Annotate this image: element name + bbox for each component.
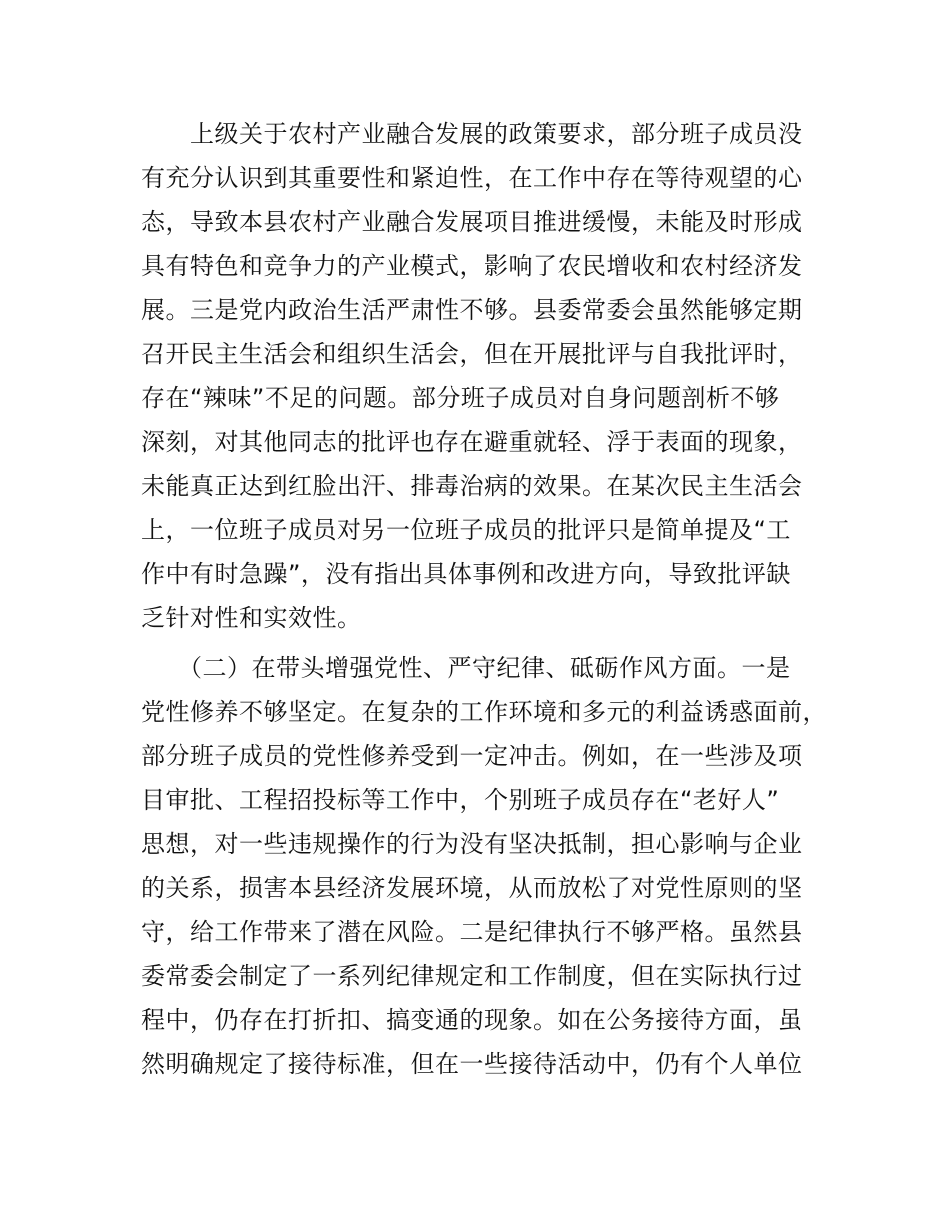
text-line: （二）在带头增强党性、严守纪律、砥砺作风方面。一是	[141, 654, 791, 682]
text-line: 展。三是党内政治生活严肃性不够。县委常委会虽然能够定期	[141, 296, 803, 324]
text-line: 作中有时急躁”，没有指出具体事例和改进方向，导致批评缺	[141, 560, 791, 588]
text-line: 乏针对性和实效性。	[141, 604, 362, 632]
text-line: 目审批、工程招投标等工作中，个别班子成员存在“老好人”	[141, 786, 780, 814]
text-line: 部分班子成员的党性修养受到一定冲击。例如，在一些涉及项	[141, 742, 803, 770]
text-line: 守，给工作带来了潜在风险。二是纪律执行不够严格。虽然县	[141, 918, 803, 946]
text-line: 的关系，损害本县经济发展环境，从而放松了对党性原则的坚	[141, 874, 803, 902]
text-line: 思想，对一些违规操作的行为没有坚决抵制，担心影响与企业	[141, 830, 803, 858]
text-line: 委常委会制定了一系列纪律规定和工作制度，但在实际执行过	[141, 962, 803, 990]
text-line: 上级关于农村产业融合发展的政策要求，部分班子成员没	[141, 120, 803, 148]
text-line: 然明确规定了接待标准，但在一些接待活动中，仍有个人单位	[141, 1050, 803, 1078]
text-line: 召开民主生活会和组织生活会，但在开展批评与自我批评时，	[141, 340, 803, 368]
text-line: 深刻，对其他同志的批评也存在避重就轻、浮于表面的现象，	[141, 428, 803, 456]
text-line: 有充分认识到其重要性和紧迫性，在工作中存在等待观望的心	[141, 164, 803, 192]
text-line: 存在“辣味”不足的问题。部分班子成员对自身问题剖析不够	[141, 384, 780, 412]
text-line: 具有特色和竞争力的产业模式，影响了农民增收和农村经济发	[141, 252, 803, 280]
text-line: 程中，仍存在打折扣、搞变通的现象。如在公务接待方面，虽	[141, 1006, 803, 1034]
text-line: 上，一位班子成员对另一位班子成员的批评只是简单提及“工	[141, 516, 791, 544]
text-line: 未能真正达到红脸出汗、排毒治病的效果。在某次民主生活会	[141, 472, 803, 500]
text-line: 党性修养不够坚定。在复杂的工作环境和多元的利益诱惑面前，	[141, 698, 827, 726]
text-line: 态，导致本县农村产业融合发展项目推进缓慢，未能及时形成	[141, 208, 803, 236]
